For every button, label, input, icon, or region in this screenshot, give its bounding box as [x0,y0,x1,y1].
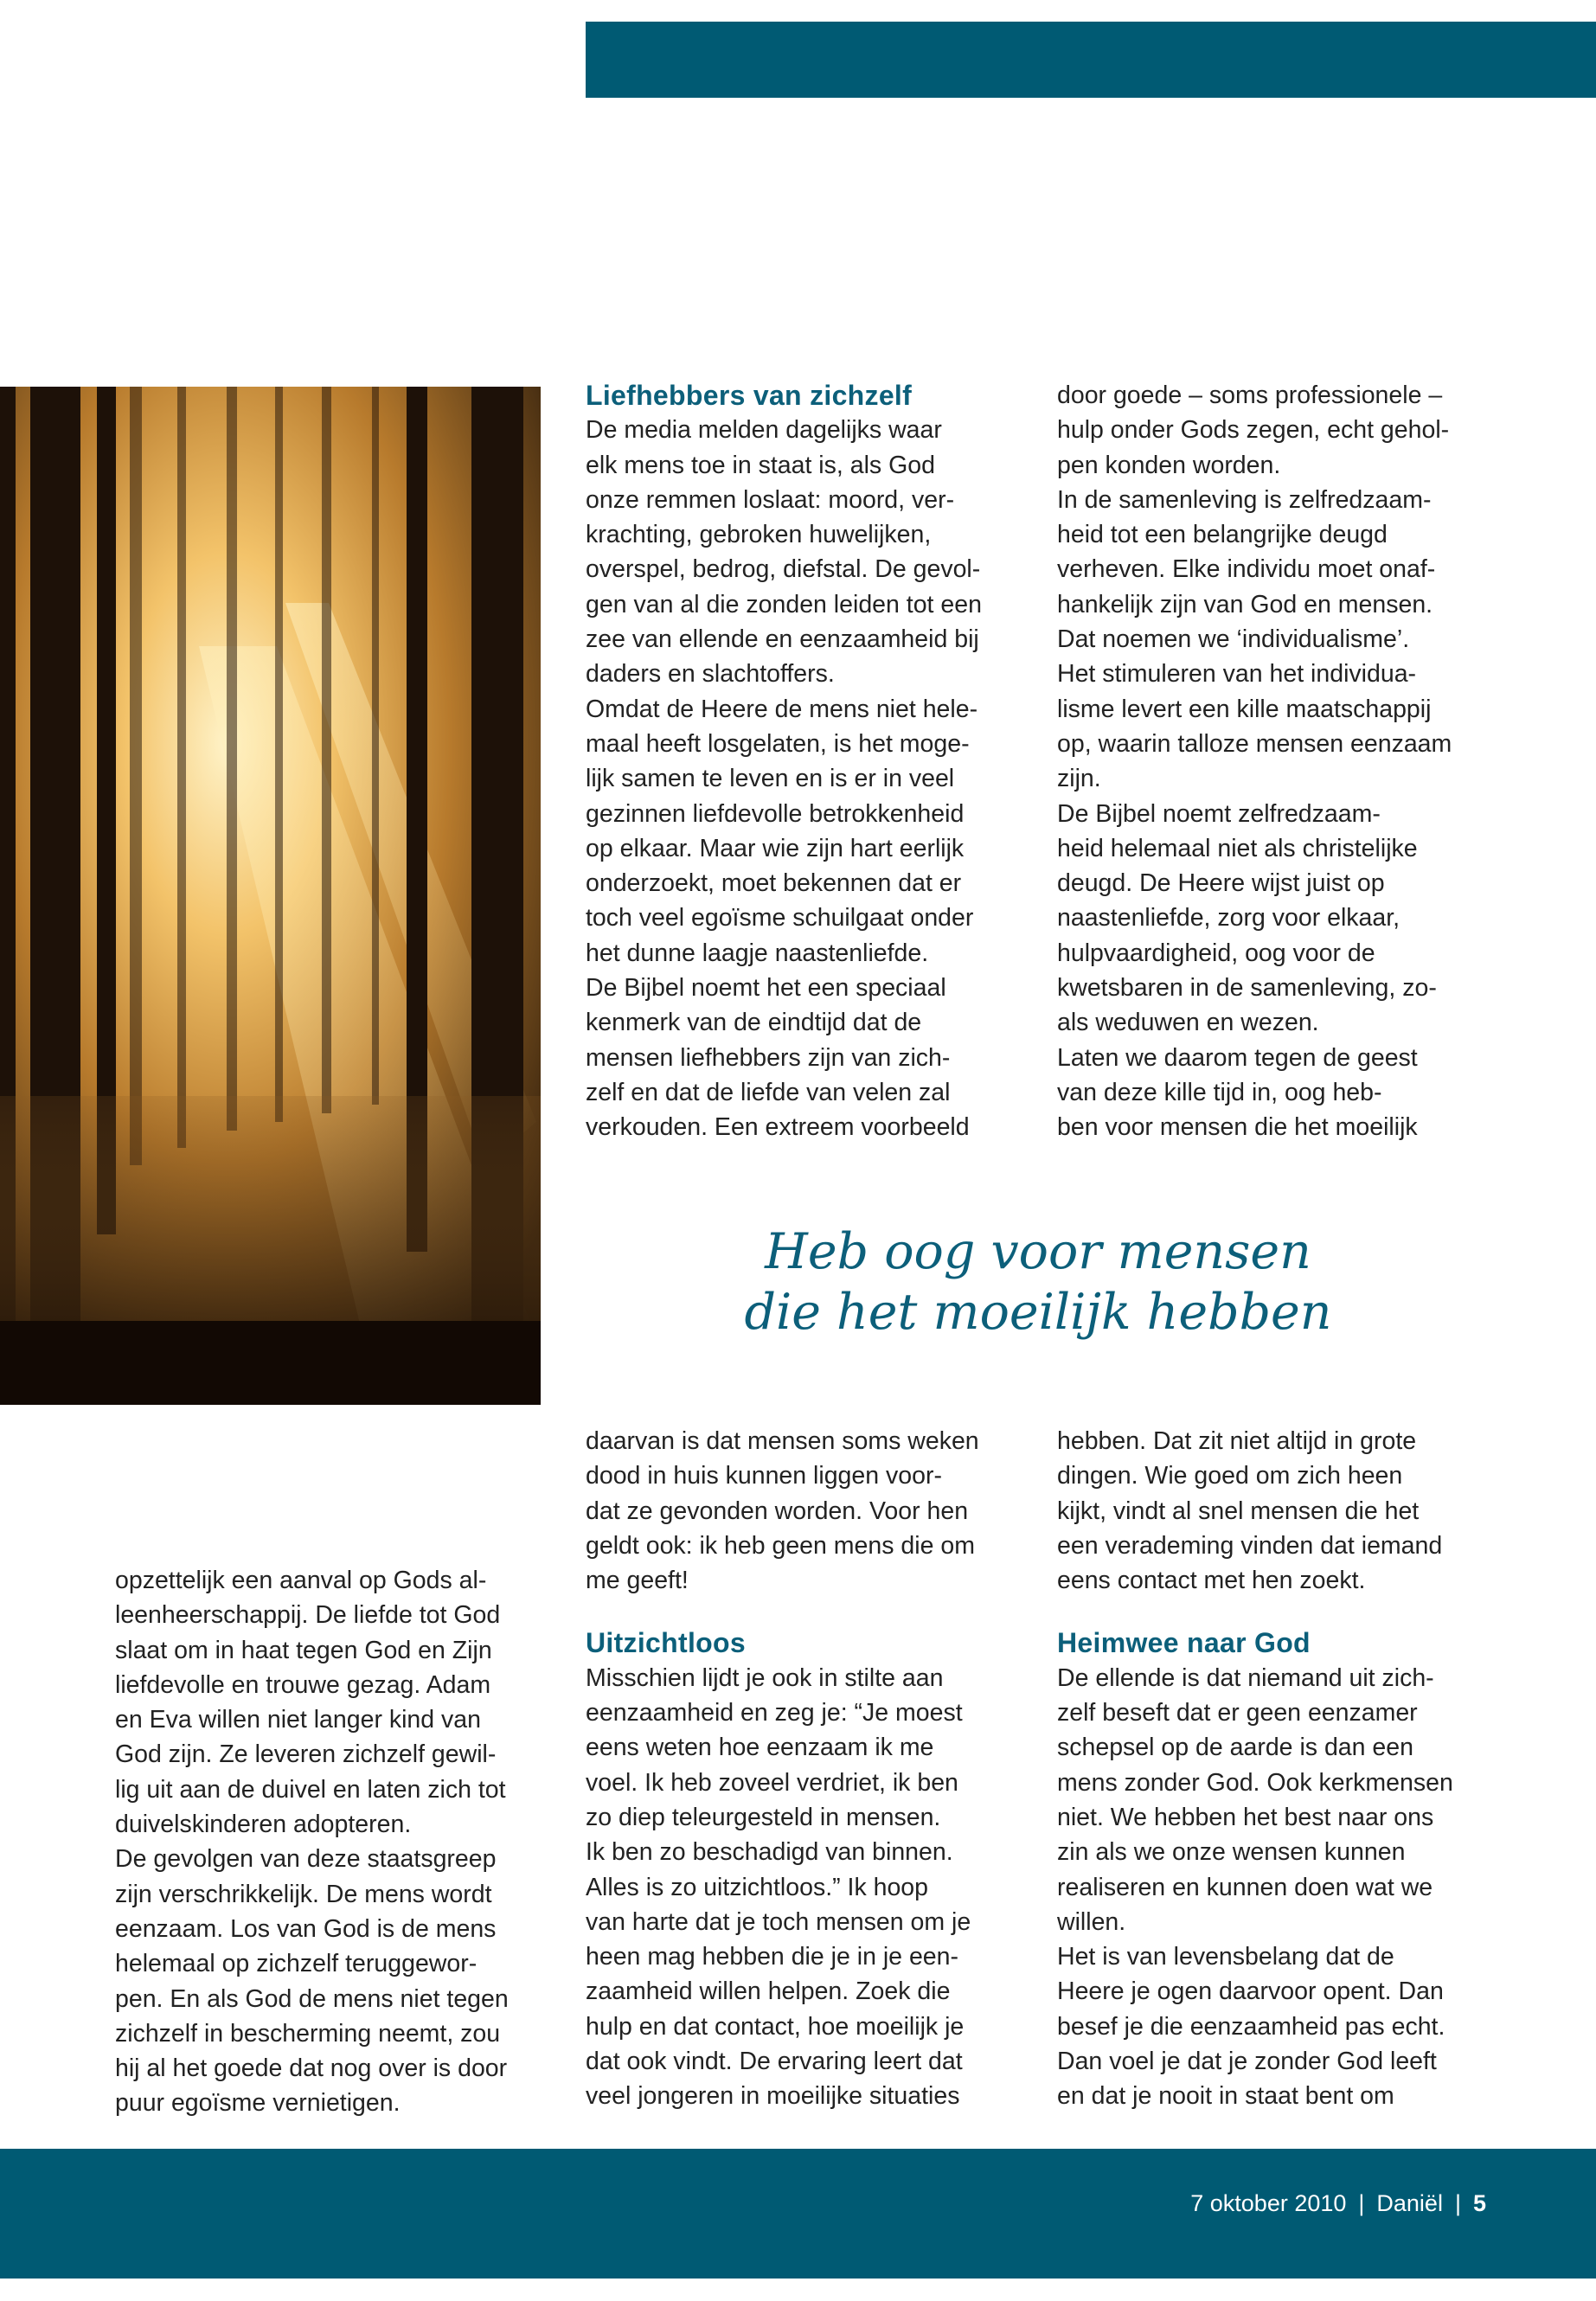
pull-quote [657,1221,1419,1343]
forest-illustration [0,387,541,1405]
column-bottom-right [1057,1424,1485,2114]
folio-separator: | [1454,2190,1461,2216]
body-text-intro: daarvan is dat mensen soms weken dood in huis kunnen liggen voor- dat ze gevonden worden. Voor hen geldt ook: ik heb geen mens die om me geeft! [586,1427,979,1595]
top-accent-bar [586,22,1596,98]
page-number: 5 [1472,2190,1486,2216]
magazine-name: Daniël [1376,2190,1443,2216]
pull-quote-line-2: die het moeilijk hebben [744,1284,1332,1341]
pull-quote-line-1: Heb oog voor mensen [765,1223,1311,1280]
column-bottom-middle [586,1424,1014,2114]
footer-bar [0,2149,1596,2279]
body-text: De ellende is dat niemand uit zich- zelf beseft dat er geen eenzamer schepsel op de aarde is dan een mens zonder God. Ook kerkmensen niet. We hebben het best naar ons zin als we onze wensen kunnen realiseren en kunnen doen wat we willen. Het is van levensbelang dat de Heere je ogen daarvoor opent. Dan besef je die eenzaamheid pas echt. Dan voel je dat je zonder God leeft en dat je nooit in staat bent om [1057,1663,1453,2111]
body-text: Misschien lijdt je ook in stilte aan eenzaamheid en zeg je: “Je moest eens weten hoe eenzaam ik me voel. Ik heb zoveel verdriet, ik ben zo diep teleurgesteld in mensen. Ik ben zo beschadigd van binnen. Alles is zo uitzichtloos.” Ik hoop van harte dat je toch mensen om je heen mag hebben die je in je een- zaamheid willen helpen. Zoek die hulp en dat contact, hoe moeilijk je dat ook vindt. De ervaring leert dat veel jongeren in moeilijke situaties [586,1663,971,2111]
column-top-middle [586,378,1014,1145]
heading-uitzichtloos: Uitzichtloos [586,1627,746,1659]
body-text: door goede – soms professionele – hulp onder Gods zegen, echt gehol- pen konden worden. In de samenleving is zelfredzaam- heid tot een belangrijke deugd verheven. Elke individu moet onaf- hankelijk zijn van God en mensen. Dat noemen we ‘individualisme’. Het stimuleren van het individua- lisme levert een kille maatschappij op, waarin talloze mensen eenzaam zijn. De Bijbel noemt zelfredzaam- heid helemaal niet als christelijke deugd. De Heere wijst juist op naastenliefde, zorg voor elkaar, hulpvaardigheid, oog voor de kwetsbaren in de samenleving, zo- als weduwen en wezen. Laten we daarom tegen de geest van deze kille tijd in, oog heb- ben voor mensen die het moeilijk [1057,381,1452,1142]
heading-liefhebbers: Liefhebbers van zichzelf [586,380,913,411]
body-text-intro: hebben. Dat zit niet altijd in grote dingen. Wie goed om zich heen kijkt, vindt al snel mensen die het een verademing vinden dat iemand eens contact met hen zoekt. [1057,1427,1443,1595]
column-bottom-left [115,1563,543,2121]
body-text: opzettelijk een aanval op Gods al- leenheerschappij. De liefde tot God slaat om in haat tegen God en Zijn liefdevolle en trouwe gezag. Adam en Eva willen niet langer kind van God zijn. Ze leveren zichzelf gewil- lig uit aan de duivel en laten zich tot duivelskinderen adopteren. De gevolgen van deze staatsgreep zijn verschrikkelijk. De mens wordt eenzaam. Los van God is de mens helemaal op zichzelf teruggewor- pen. En als God de mens niet tegen zichzelf in bescherming neemt, zou hij al het goede dat nog over is door puur egoïsme vernietigen. [115,1567,509,2118]
body-text: De media melden dagelijks waar elk mens toe in staat is, als God onze remmen loslaat: moord, ver- krachting, gebroken huwelijken, overspel, bedrog, diefstal. De gevol- gen van al die zonden leiden tot een zee van ellende en eenzaamheid bij daders en slachtoffers. Omdat de Heere de mens niet hele- maal heeft losgelaten, is het moge- lijk samen te leven en is er in veel gezinnen liefdevolle betrokkenheid op elkaar. Maar wie zijn hart eerlijk onderzoekt, moet bekennen dat er toch veel egoïsme schuilgaat onder het dunne laagje naastenliefde. De Bijbel noemt het een speciaal kenmerk van de eindtijd dat de mensen liefhebbers zijn van zich- zelf en dat de liefde van velen zal verkouden. Een extreem voorbeeld [586,416,982,1142]
folio [1190,2186,1486,2221]
issue-date: 7 oktober 2010 [1190,2190,1347,2216]
heading-heimwee: Heimwee naar God [1057,1627,1311,1659]
folio-separator: | [1358,2190,1365,2216]
forest-sunlight-photo [0,387,541,1405]
column-top-right [1057,378,1485,1145]
